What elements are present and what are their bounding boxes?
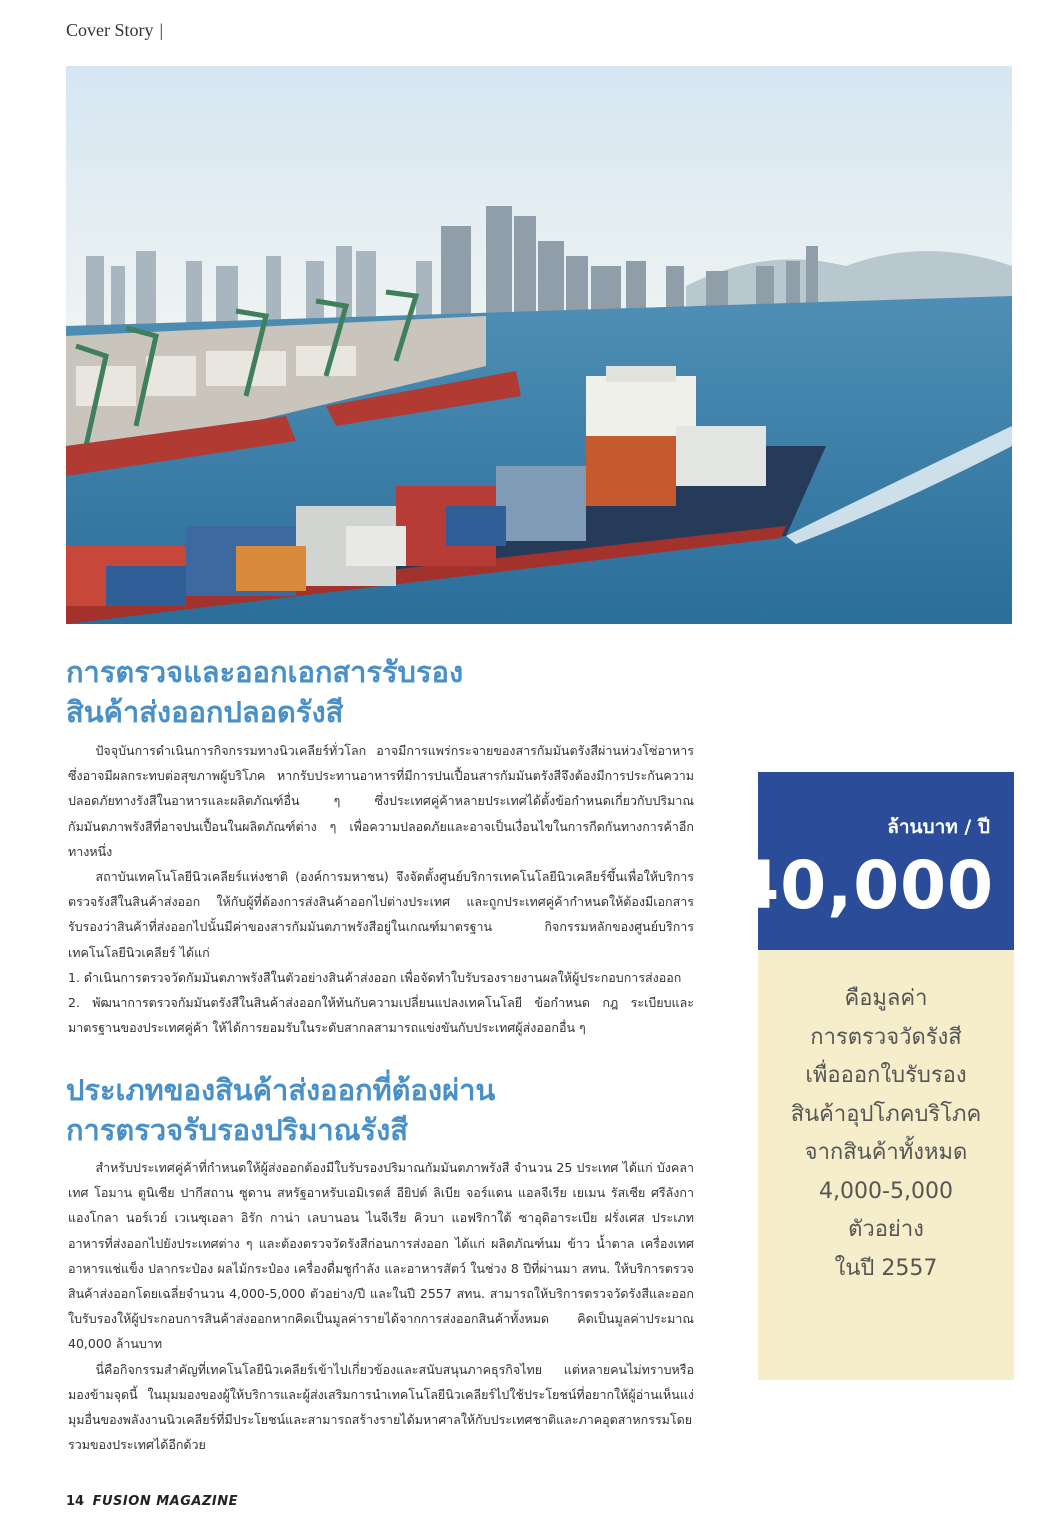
magazine-name: FUSION MAGAZINE (92, 1494, 238, 1509)
section1-heading (66, 652, 463, 732)
section2-heading (66, 1070, 495, 1150)
callout-value-box (733, 772, 1014, 950)
section1-paragraph-1: ปัจจุบันการดำเนินการกิจกรรมทางนิวเคลียร์ทั่วโลก อาจมีการแพร่กระจายของสารกัมมันตรังสีผ่านห่วงโซ่อาหาร ซึ่งอาจมีผลกระทบต่อสุขภาพผู้บริโภค หากรับประทานอาหารที่มีการปนเปื้อนสารกัมมันตรังสีจึงต้องมีการประกันความปลอดภัยทางรังสีในอาหารและผลิตภัณฑ์อื่น ๆ ซึ่งประเทศคู่ค้าหลายประเทศได้ตั้งข้อกำหนดเกี่ยวกับปริมาณกัมมันตภาพรังสีที่อาจปนเปื้อนในผลิตภัณฑ์ต่าง ๆ เพื่อความปลอดภัยและอาจเป็นเงื่อนไขในการกีดกันทางการค้าอีกทางหนึ่ง (68, 743, 694, 859)
container-ship-harbor-photo (66, 66, 1012, 624)
section2-heading-line1: ประเภทของสินค้าส่งออกที่ต้องผ่าน (66, 1073, 496, 1107)
callout-line: คือมูลค่า (844, 986, 928, 1011)
section1-list-item-2: 2. พัฒนาการตรวจกัมมันตรังสีในสินค้าส่งออกให้ทันกับความเปลี่ยนแปลงเทคโนโลยี ข้อกำหนด กฎ ระเบียบและมาตรฐานของประเทศคู่ค้า ให้ได้การยอมรับในระดับสากลสามารถแข่งขันกับประเทศผู้ส่งออกอื่น ๆ (68, 995, 694, 1036)
section2-paragraph-2: นี่คือกิจกรรมสำคัญที่เทคโนโลยีนิวเคลียร์เข้าไปเกี่ยวข้องและสนับสนุนภาคธุรกิจไทย แต่หลายคนไม่ทราบหรือมองข้ามจุดนี้ ในมุมมองของผู้ให้บริการและผู้ส่งเสริมการนำเทคโนโลยีนิวเคลียร์ไปใช้ประโยชน์ที่อยากให้ผู้อ่านเห็นแง่มุมอื่นของพลังงานนิวเคลียร์ที่มีประโยชน์และสามารถสร้างรายได้มหาศาลให้กับประเทศชาติและภาคอุตสาหกรรมโดยรวมของประเทศได้อีกด้วย (68, 1361, 694, 1453)
page-number: 14 (66, 1494, 85, 1509)
section1-heading-line2: สินค้าส่งออกปลอดรังสี (66, 695, 344, 729)
section1-list-item-1: 1. ดำเนินการตรวจวัดกัมมันตภาพรังสีในตัวอย่างสินค้าส่งออก เพื่อจัดทำใบรับรองรายงานผลให้ผู้ประกอบการส่งออก (68, 969, 682, 985)
callout-line: เพื่อออกใบรับรอง (805, 1063, 967, 1088)
callout-value: 40,000 (733, 847, 994, 924)
section1-heading-line1: การตรวจและออกเอกสารรับรอง (66, 655, 464, 689)
header-separator: | (159, 20, 164, 40)
callout-line: ในปี 2557 (834, 1255, 938, 1281)
callout-unit: ล้านบาท / ปี (887, 816, 990, 838)
callout-line: จากสินค้าทั้งหมด (804, 1140, 968, 1165)
section-label: Cover Story (66, 20, 154, 40)
callout-line: สินค้าอุปโภคบริโภค (790, 1101, 982, 1127)
section2-heading-line2: การตรวจรับรองปริมาณรังสี (66, 1113, 408, 1147)
callout-line: 4,000-5,000 (819, 1178, 953, 1204)
section1-paragraph-2: สถาบันเทคโนโลยีนิวเคลียร์แห่งชาติ (องค์การมหาชน) จึงจัดตั้งศูนย์บริการเทคโนโลยีนิวเคลียร์ขึ้นเพื่อให้บริการตรวจรังสีในสินค้าส่งออก ให้กับผู้ที่ต้องการส่งสินค้าออกไปต่างประเทศ และถูกประเทศคู่ค้ากำหนดให้ต้องมีเอกสารรับรองว่าสินค้าที่ส่งออกไปนั้นมีค่าของสารกัมมันตภาพรังสีอยู่ในเกณฑ์มาตรฐาน กิจกรรมหลักของศูนย์บริการเทคโนโลยีนิวเคลียร์ ได้แก่ (68, 869, 694, 960)
callout-line: การตรวจวัดรังสี (810, 1024, 962, 1050)
callout-description-box (758, 950, 1014, 1380)
callout-line: ตัวอย่าง (848, 1217, 924, 1242)
section2-paragraph-1: สำหรับประเทศคู่ค้าที่กำหนดให้ผู้ส่งออกต้องมีใบรับรองปริมาณกัมมันตภาพรังสี จำนวน 25 ประเทศ ได้แก่ บังคลาเทศ โอมาน ตูนิเซีย ปากีสถาน ซูดาน สหรัฐอาหรับเอมิเรตส์ อียิปต์ ลิเบีย จอร์แดน แอลจีเรีย เยเมน รัสเซีย ศรีลังกา แองโกลา นอร์เวย์ เวเนซุเอลา อิรัก กาน่า เลบานอน ไนจีเรีย คิวบา แอฟริกาใต้ ซาอุดิอาระเบีย ฝรั่งเศส ประเภทอาหารที่ส่งออกไปยังประเทศต่าง ๆ และต้องตรวจวัดรังสีก่อนการส่งออก ได้แก่ ผลิตภัณฑ์นม ข้าว น้ำตาล เครื่องเทศ อาหารแช่แข็ง ปลากระป๋อง ผลไม้กระป๋อง เครื่องดื่มชูกำลัง และอาหารสัตว์ ในช่วง 8 ปีที่ผ่านมา สทน. ให้บริการตรวจสินค้าส่งออกโดยเฉลี่ยจำนวน 4,000-5,000 ตัวอย่าง/ปี และในปี 2557 สทน. สามารถให้บริการตรวจวัดรังสีและออกใบรับรองให้ผู้ประกอบการสินค้าส่งออกหากคิดเป็นมูลค่ารายได้จากการส่งออกสินค้าทั้งหมด คิดเป็นมูลค่าประมาณ 40,000 ล้านบาท (68, 1160, 694, 1352)
callout-description (758, 950, 1014, 1288)
section1-body (68, 738, 694, 1040)
section-header (66, 20, 163, 41)
section2-body (68, 1155, 694, 1457)
page-footer (66, 1494, 238, 1509)
